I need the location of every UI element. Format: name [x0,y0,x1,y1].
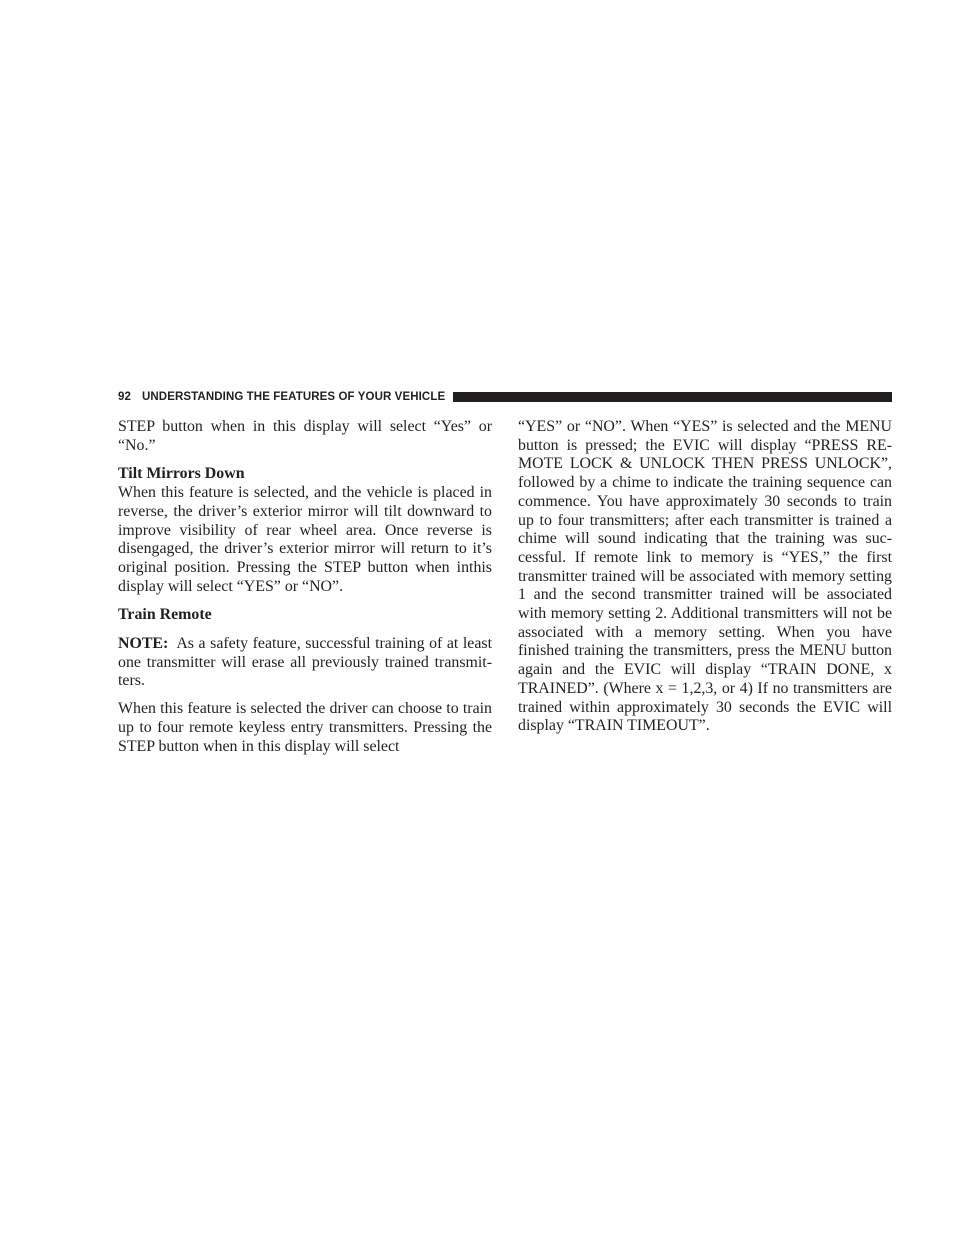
left-column [118,418,492,756]
note-paragraph [118,635,492,691]
intro-paragraph: STEP button when in this display will select “Yes” or “No.” [118,418,492,454]
right-column [518,418,892,736]
page-header [118,389,892,405]
note-label: NOTE: [118,635,169,653]
note-text: As a safety feature, successful training of at least one transmitter will erase all previously trained transmitters. [118,635,492,690]
tilt-mirrors-paragraph: When this feature is selected, and the vehicle is placed in reverse, the driver’s exterior mirror will tilt downward to improve visibility of rear wheel area. Once reverse is disengaged, the driver’s exterior mirror will return to it’s original position. Pressing the STEP button when inthis display will select “YES” or “NO”. [118,484,492,595]
section-title: UNDERSTANDING THE FEATURES OF YOUR VEHICLE [142,391,446,403]
train-remote-continued-paragraph: “YES” or “NO”. When “YES” is selected and the MENU button is pressed; the EVIC will display “PRESS REMOTE LOCK & UNLOCK THEN PRESS UNLOCK”, followed by a chime to indicate the training sequence can commence. You have approximately 30 seconds to train up to four transmitters; after each transmitter is trained a chime will sound indicating that the training was successful. If remote link to memory is “YES,” the first transmitter trained will be associated with memory setting 1 and the second transmitter trained will be associated with memory setting 2. Additional transmitters will not be associated with a memory setting. When you have finished training the transmitters, press the MENU button again and the EVIC will display “TRAIN DONE, x TRAINED”. (Where x = 1,2,3, or 4) If no transmitters are trained within approximately 30 seconds the EVIC will display “TRAIN TIMEOUT”. [518,418,892,735]
page-number: 92 [118,391,131,403]
train-remote-heading: Train Remote [118,606,212,624]
train-remote-paragraph: When this feature is selected the driver can choose to train up to four remote keyless entry transmitters. Pressing the STEP button when in this display will select [118,700,492,755]
tilt-mirrors-heading: Tilt Mirrors Down [118,465,245,483]
header-rule [453,392,892,402]
